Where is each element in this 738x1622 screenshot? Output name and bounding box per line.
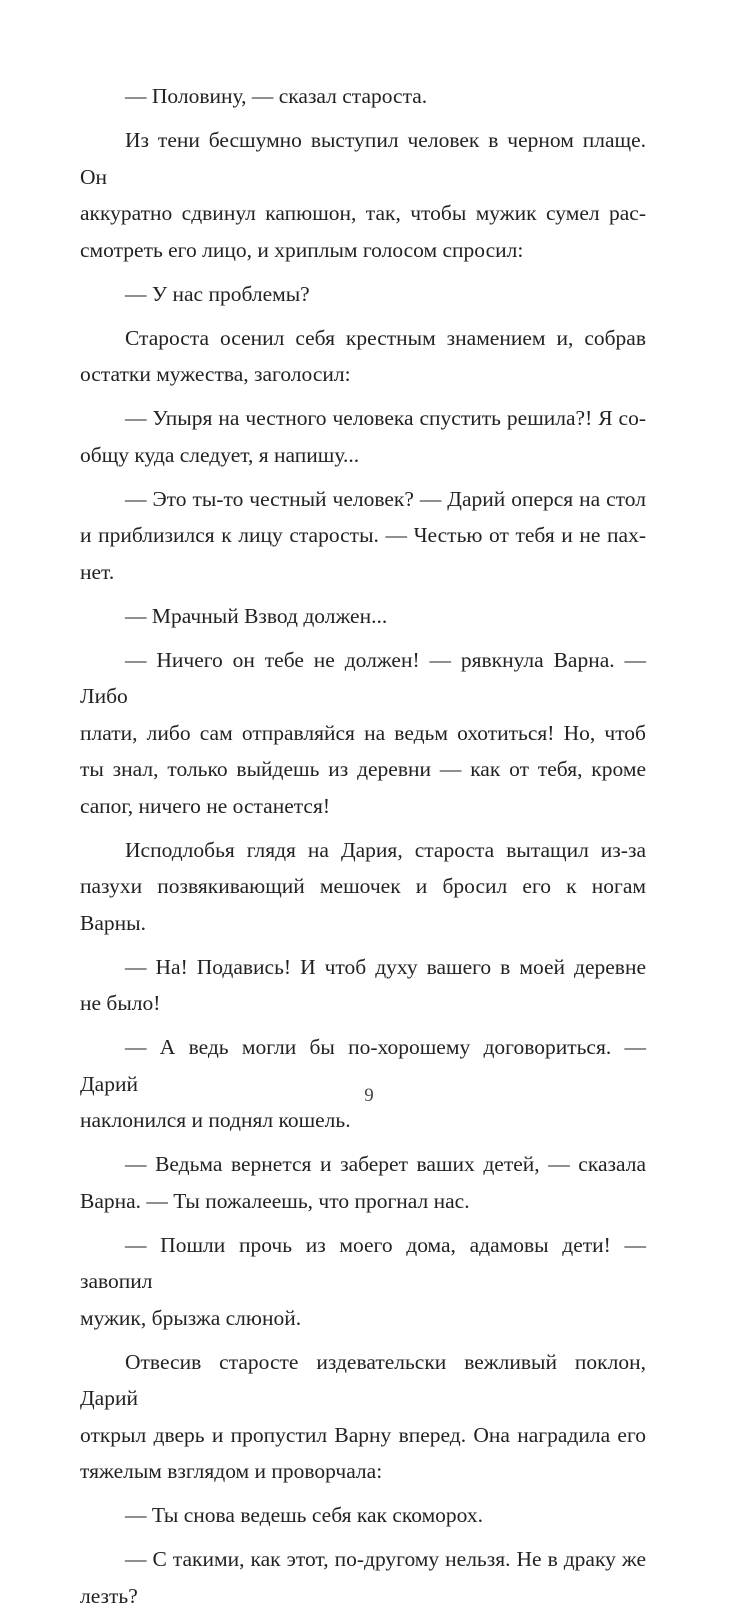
paragraph — [80, 1497, 646, 1534]
text-line: и приблизился к лицу старосты. — Честью от тебя и не пах- — [80, 523, 646, 547]
paragraph — [80, 642, 646, 825]
paragraph — [80, 1227, 646, 1337]
text-line: — Упыря на честного человека спустить решила?! Я со- — [125, 406, 646, 430]
text-line: Отвесив старосте издевательски вежливый поклон, Дарий — [80, 1349, 646, 1410]
paragraph — [80, 78, 646, 115]
text-line: — Это ты-то честный человек? — Дарий оперся на стол — [125, 486, 646, 511]
text-line: наклонился и поднял кошель. — [80, 1108, 351, 1132]
text-line: — Пошли прочь из моего дома, адамовы дети! — завопил — [80, 1232, 646, 1293]
paragraph — [80, 1344, 646, 1490]
text-line: открыл дверь и пропустил Варну вперед. Она наградила его — [80, 1422, 646, 1447]
page-number: 9 — [364, 1085, 374, 1106]
paragraph — [80, 400, 646, 473]
text-line: остатки мужества, заголосил: — [80, 362, 351, 386]
paragraph — [80, 276, 646, 313]
text-line: аккуратно сдвинул капюшон, так, чтобы мужик сумел рас- — [80, 201, 646, 225]
text-line: общу куда следует, я напишу... — [80, 442, 360, 467]
paragraph — [80, 1146, 646, 1219]
text-line: ты знал, только выйдешь из деревни — как от тебя, кроме — [80, 757, 646, 781]
text-line: — Ты снова ведешь себя как скоморох. — [125, 1503, 484, 1527]
text-line: Исподлобья глядя на Дария, староста вытащил из-за — [125, 837, 646, 862]
text-line: — Мрачный Взвод должен... — [125, 603, 388, 628]
paragraph — [80, 949, 646, 1022]
paragraph — [80, 122, 646, 268]
text-line: — На! Подавись! И чтоб духу вашего в моей деревне — [125, 954, 646, 979]
text-line: Из тени бесшумно выступил человек в черном плаще. Он — [80, 128, 646, 189]
text-line: смотреть его лицо, и хриплым голосом спросил: — [80, 237, 524, 262]
text-line: нет. — [80, 559, 115, 584]
text-line: лезть? — [80, 1583, 138, 1608]
text-line: Варны. — [80, 910, 146, 935]
text-line: — Ничего он тебе не должен! — рявкнула Варна. — Либо — [80, 647, 646, 708]
text-line: Варна. — Ты пожалеешь, что прогнал нас. — [80, 1188, 470, 1213]
text-line: — Ведьма вернется и заберет ваших детей, — сказала — [125, 1152, 646, 1176]
paragraph — [80, 598, 646, 635]
paragraph — [80, 481, 646, 591]
paragraph — [80, 320, 646, 393]
text-line: — Половину, — сказал староста. — [125, 84, 428, 108]
text-line: не было! — [80, 991, 161, 1015]
paragraph — [80, 1029, 646, 1139]
text-line: пазухи позвякивающий мешочек и бросил его к ногам — [80, 874, 646, 898]
text-line: — У нас проблемы? — [125, 281, 310, 306]
text-line: мужик, брызжа слюной. — [80, 1305, 302, 1330]
text-line: тяжелым взглядом и проворчала: — [80, 1459, 383, 1483]
text-line: Староста осенил себя крестным знамением и, собрав — [125, 325, 646, 350]
text-line: сапог, ничего не останется! — [80, 793, 330, 818]
paragraph — [80, 1541, 646, 1614]
body-text — [80, 78, 646, 1622]
text-line: — А ведь могли бы по-хорошему договориться. — Дарий — [80, 1035, 646, 1096]
text-line: — С такими, как этот, по-другому нельзя. Не в драку же — [125, 1547, 646, 1571]
text-line: плати, либо сам отправляйся на ведьм охотиться! Но, чтоб — [80, 720, 646, 745]
paragraph — [80, 832, 646, 942]
